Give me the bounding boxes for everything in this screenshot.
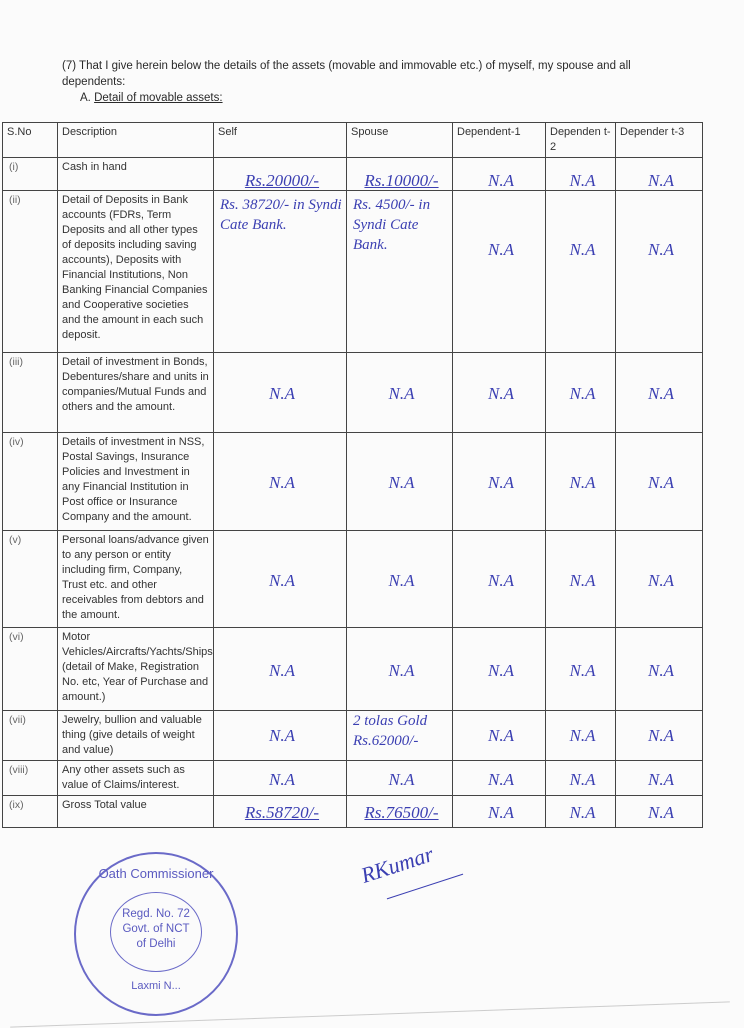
signature: RKumar — [357, 841, 437, 888]
value-cell-d1 — [453, 191, 546, 353]
handwritten-value: N.A — [388, 473, 415, 492]
handwritten-value: N.A — [488, 171, 514, 190]
section-letter: A. — [80, 92, 91, 104]
handwritten-value: N.A — [648, 171, 674, 190]
value-cell-self — [214, 628, 347, 711]
stamp-line: Regd. No. 72 — [122, 908, 190, 920]
description: Personal loans/advance given to any person or entity including firm, Company, Trust etc. and other receivables from debtors and the amount. — [58, 531, 214, 628]
section-title: Detail of movable assets: — [94, 92, 223, 104]
description: Gross Total value — [58, 796, 214, 828]
value-cell-d2 — [546, 531, 616, 628]
handwritten-value: N.A — [388, 660, 415, 680]
value-cell-spouse — [347, 158, 453, 191]
handwritten-value: Rs. 4500/- in Syndi Cate Bank. — [353, 197, 431, 253]
stamp-line: Govt. of NCT — [122, 923, 190, 935]
value-cell-spouse — [347, 628, 453, 711]
handwritten-value: N.A — [488, 660, 514, 680]
value-cell-self — [214, 433, 347, 531]
description: Detail of investment in Bonds, Debentures/share and units in companies/Mutual Funds and others and the amount. — [58, 353, 214, 433]
handwritten-value: Rs.58720/- — [244, 803, 320, 822]
value-cell-self — [214, 531, 347, 628]
value-cell-d1 — [453, 531, 546, 628]
table-row — [3, 353, 703, 433]
handwritten-value: N.A — [488, 803, 514, 822]
description: Any other assets such as value of Claims/interest. — [58, 761, 214, 796]
handwritten-value: N.A — [569, 240, 596, 259]
value-cell-self — [214, 711, 347, 761]
handwritten-value: N.A — [488, 473, 514, 492]
value-cell-spouse — [347, 796, 453, 828]
value-cell-d3 — [616, 191, 703, 353]
handwritten-value: N.A — [569, 725, 596, 745]
handwritten-value: N.A — [488, 240, 514, 259]
handwritten-value: N.A — [269, 473, 295, 492]
description: Cash in hand — [58, 158, 214, 191]
handwritten-value: N.A — [569, 473, 596, 492]
value-cell-d1 — [453, 628, 546, 711]
handwritten-value: N.A — [648, 769, 674, 789]
value-cell-d3 — [616, 353, 703, 433]
handwritten-value: N.A — [569, 769, 596, 789]
header-row — [3, 123, 703, 158]
handwritten-value: Rs.20000/- — [244, 171, 320, 190]
serial-number: (i) — [3, 158, 58, 191]
value-cell-self — [214, 353, 347, 433]
stamp-ring-top: Oath Commissioner — [98, 866, 214, 881]
description: Details of investment in NSS, Postal Savings, Insurance Policies and Investment in any Financial Institution in Post office or Insurance Company and the amount. — [58, 433, 214, 531]
table-row — [3, 761, 703, 796]
handwritten-value: N.A — [648, 384, 674, 403]
value-cell-d3 — [616, 531, 703, 628]
column-header: Depender t-3 — [616, 123, 703, 158]
value-cell-self — [214, 761, 347, 796]
handwritten-value: N.A — [648, 803, 674, 822]
intro-paragraph: (7) That I give herein below the details of the assets (movable and immovable etc.) of myself, my spouse and all dependents: — [62, 60, 631, 88]
handwritten-value: N.A — [488, 384, 514, 403]
handwritten-value: Rs.76500/- — [364, 803, 439, 822]
handwritten-value: N.A — [488, 769, 514, 789]
handwritten-value: N.A — [269, 384, 295, 403]
handwritten-value: N.A — [648, 570, 674, 590]
value-cell-d3 — [616, 433, 703, 531]
value-cell-spouse — [347, 353, 453, 433]
handwritten-value: N.A — [648, 473, 674, 492]
serial-number: (vii) — [3, 711, 58, 761]
handwritten-value: N.A — [569, 660, 596, 680]
value-cell-self — [214, 191, 347, 353]
table-row — [3, 531, 703, 628]
value-cell-spouse — [347, 433, 453, 531]
oath-commissioner-stamp — [74, 852, 238, 1016]
value-cell-d1 — [453, 433, 546, 531]
handwritten-value: N.A — [269, 725, 295, 745]
intro — [62, 58, 662, 106]
serial-number: (v) — [3, 531, 58, 628]
value-cell-d2 — [546, 761, 616, 796]
value-cell-d2 — [546, 191, 616, 353]
handwritten-value: N.A — [648, 240, 674, 259]
serial-number: (ii) — [3, 191, 58, 353]
stamp-line: of Delhi — [136, 938, 176, 950]
handwritten-value: 2 tolas Gold Rs.62000/- — [353, 713, 428, 749]
handwritten-value: N.A — [569, 171, 596, 190]
value-cell-d3 — [616, 796, 703, 828]
table-row — [3, 191, 703, 353]
column-header: S.No — [3, 123, 58, 158]
value-cell-d1 — [453, 158, 546, 191]
value-cell-self — [214, 796, 347, 828]
column-header: Spouse — [347, 123, 453, 158]
value-cell-d1 — [453, 796, 546, 828]
value-cell-d3 — [616, 158, 703, 191]
handwritten-value: N.A — [269, 769, 295, 789]
value-cell-d1 — [453, 761, 546, 796]
value-cell-d2 — [546, 353, 616, 433]
column-header: Description — [58, 123, 214, 158]
value-cell-d3 — [616, 761, 703, 796]
value-cell-d3 — [616, 628, 703, 711]
handwritten-value: N.A — [569, 570, 596, 590]
description: Jewelry, bullion and valuable thing (give details of weight and value) — [58, 711, 214, 761]
serial-number: (ix) — [3, 796, 58, 828]
value-cell-d2 — [546, 158, 616, 191]
handwritten-value: N.A — [388, 769, 415, 789]
handwritten-value: N.A — [648, 725, 674, 745]
section-heading — [62, 90, 662, 106]
handwritten-value: N.A — [569, 384, 596, 403]
value-cell-d1 — [453, 353, 546, 433]
value-cell-self — [214, 158, 347, 191]
serial-number: (iv) — [3, 433, 58, 531]
value-cell-d1 — [453, 711, 546, 761]
value-cell-d2 — [546, 433, 616, 531]
handwritten-value: N.A — [269, 570, 295, 590]
handwritten-value: Rs. 38720/- in Syndi Cate Bank. — [220, 197, 342, 233]
column-header: Dependen t-2 — [546, 123, 616, 158]
value-cell-d2 — [546, 711, 616, 761]
value-cell-spouse — [347, 711, 453, 761]
handwritten-value: N.A — [648, 660, 674, 680]
value-cell-spouse — [347, 761, 453, 796]
stamp-center — [110, 892, 202, 972]
table-row — [3, 628, 703, 711]
serial-number: (vi) — [3, 628, 58, 711]
table-row — [3, 433, 703, 531]
table-row — [3, 711, 703, 761]
handwritten-value: N.A — [388, 384, 415, 403]
column-header: Self — [214, 123, 347, 158]
value-cell-d2 — [546, 628, 616, 711]
value-cell-spouse — [347, 531, 453, 628]
handwritten-value: N.A — [569, 803, 596, 822]
value-cell-spouse — [347, 191, 453, 353]
serial-number: (iii) — [3, 353, 58, 433]
value-cell-d3 — [616, 711, 703, 761]
stamp-ring-bottom: Laxmi N... — [131, 980, 181, 992]
table-row — [3, 158, 703, 191]
description: Motor Vehicles/Aircrafts/Yachts/Ships (detail of Make, Registration No. etc, Year of Purchase and amount.) — [58, 628, 214, 711]
description: Detail of Deposits in Bank accounts (FDRs, Term Deposits and all other types of deposits including saving accounts), Deposits with Financial Institutions, Non Banking Financial Companies and Cooperative societies and the amount in each such deposit. — [58, 191, 214, 353]
table-row — [3, 796, 703, 828]
handwritten-value: Rs.10000/- — [364, 171, 439, 190]
column-header: Dependent-1 — [453, 123, 546, 158]
handwritten-value: N.A — [488, 725, 514, 745]
handwritten-value: N.A — [388, 570, 415, 590]
value-cell-d2 — [546, 796, 616, 828]
serial-number: (viii) — [3, 761, 58, 796]
handwritten-value: N.A — [269, 660, 295, 680]
movable-assets-table — [2, 122, 703, 828]
handwritten-value: N.A — [488, 570, 514, 590]
